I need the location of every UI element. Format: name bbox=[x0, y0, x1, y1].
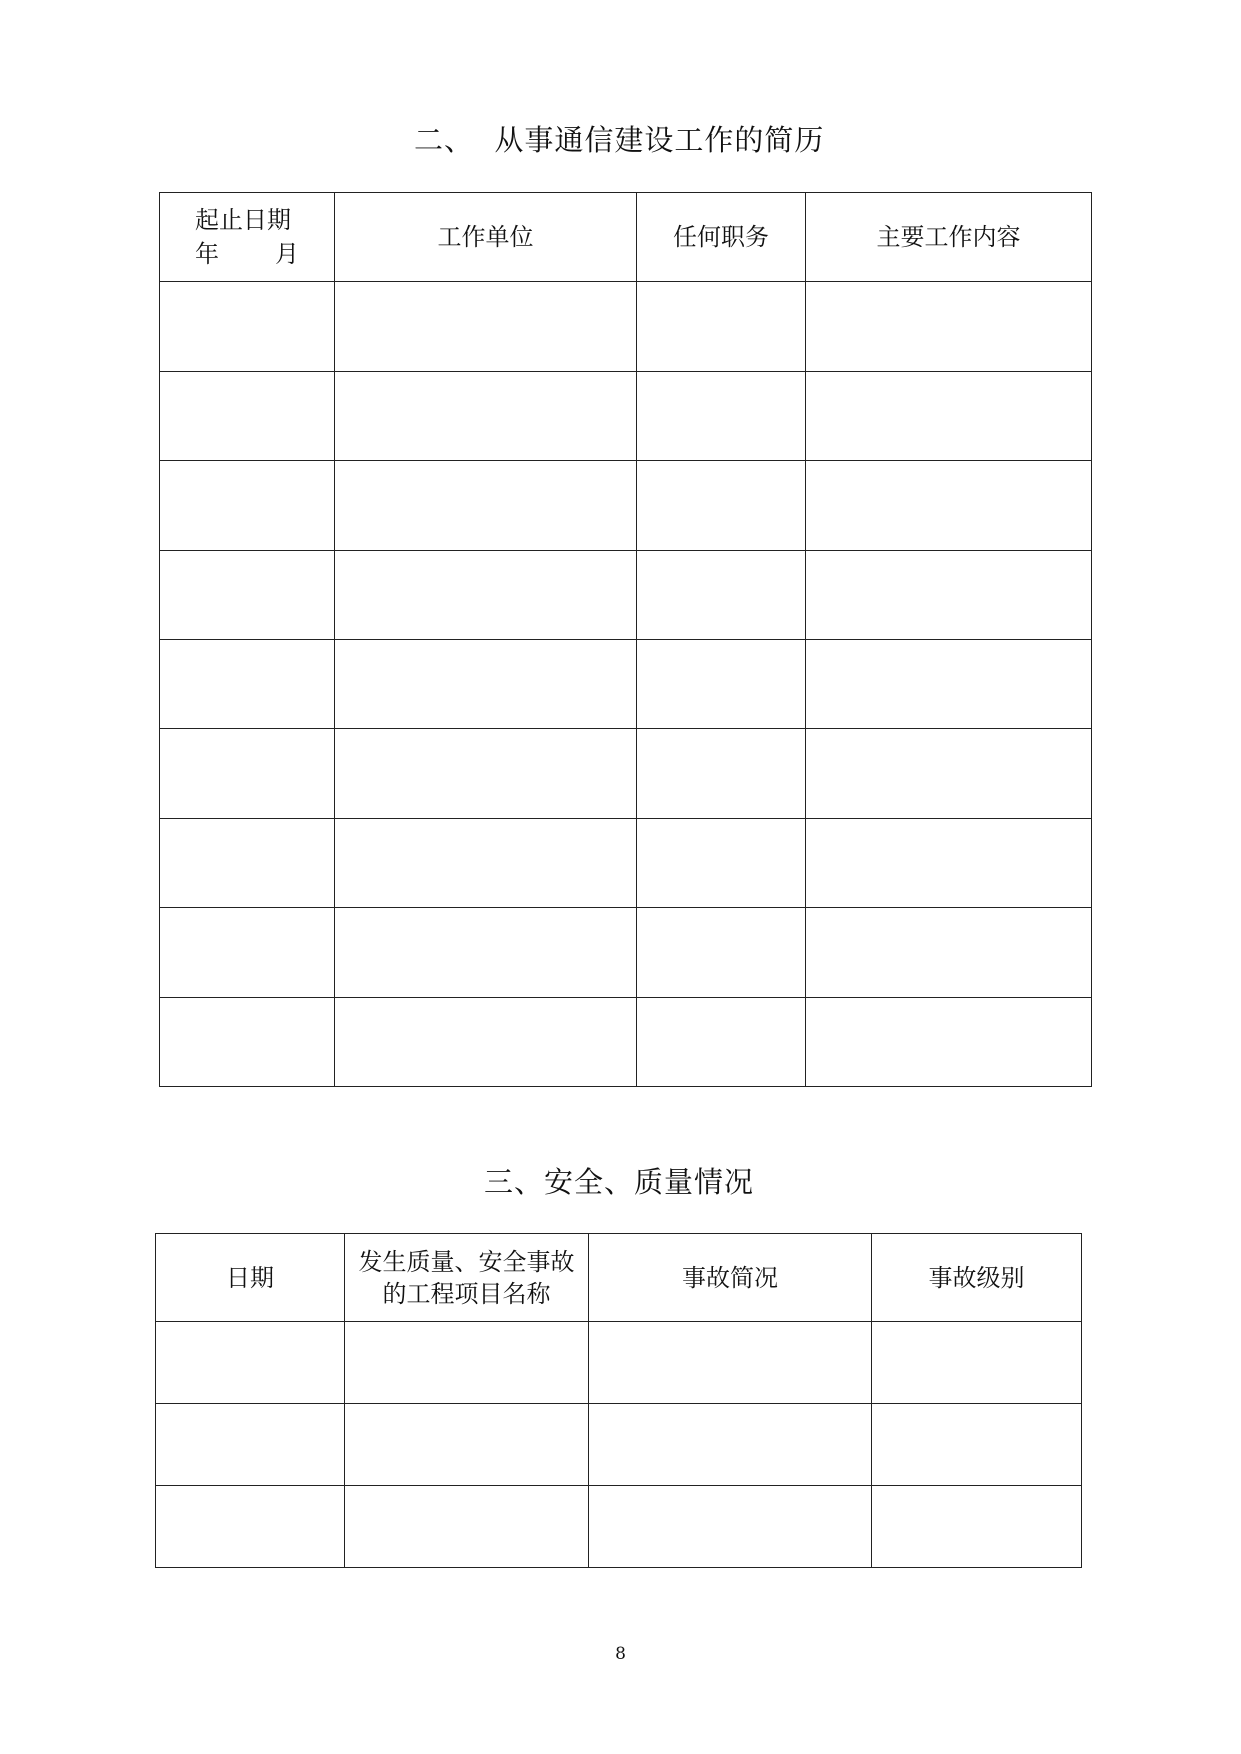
table-row bbox=[160, 371, 1092, 460]
accident-level-header: 事故级别 bbox=[872, 1234, 1082, 1322]
empty-cell bbox=[637, 729, 806, 818]
empty-cell bbox=[160, 550, 335, 639]
empty-cell bbox=[335, 729, 637, 818]
empty-cell bbox=[335, 639, 637, 728]
empty-cell bbox=[637, 282, 806, 371]
empty-cell bbox=[589, 1322, 872, 1404]
empty-cell bbox=[806, 639, 1092, 728]
empty-cell bbox=[637, 908, 806, 997]
empty-cell bbox=[160, 639, 335, 728]
empty-cell bbox=[806, 461, 1092, 550]
table-header-row bbox=[156, 1234, 1082, 1322]
empty-cell bbox=[345, 1322, 589, 1404]
empty-cell bbox=[335, 550, 637, 639]
table-row bbox=[160, 639, 1092, 728]
table-row bbox=[160, 908, 1092, 997]
empty-cell bbox=[637, 550, 806, 639]
project-header-line1: 发生质量、安全事故 bbox=[358, 1247, 575, 1276]
empty-cell bbox=[589, 1404, 872, 1486]
empty-cell bbox=[156, 1322, 345, 1404]
empty-cell bbox=[872, 1486, 1082, 1568]
empty-cell bbox=[806, 908, 1092, 997]
project-header-line2: 的工程项目名称 bbox=[382, 1279, 551, 1308]
empty-cell bbox=[806, 282, 1092, 371]
work-unit-header: 工作单位 bbox=[335, 193, 637, 282]
empty-cell bbox=[589, 1486, 872, 1568]
section-3-title: 三、安全、质量情况 bbox=[484, 1165, 755, 1199]
table-row bbox=[160, 282, 1092, 371]
empty-cell bbox=[335, 371, 637, 460]
table-row bbox=[156, 1404, 1082, 1486]
empty-cell bbox=[872, 1404, 1082, 1486]
work-history-table bbox=[159, 192, 1092, 1087]
empty-cell bbox=[160, 461, 335, 550]
empty-cell bbox=[160, 729, 335, 818]
date-header: 日期 bbox=[156, 1234, 345, 1322]
date-range-label: 起止日期 bbox=[195, 206, 291, 235]
empty-cell bbox=[637, 371, 806, 460]
empty-cell bbox=[637, 461, 806, 550]
table-header-row bbox=[160, 193, 1092, 282]
empty-cell bbox=[637, 639, 806, 728]
table-row bbox=[156, 1486, 1082, 1568]
empty-cell bbox=[806, 550, 1092, 639]
empty-cell bbox=[335, 997, 637, 1086]
date-range-header bbox=[160, 193, 335, 282]
table-row bbox=[160, 818, 1092, 907]
empty-cell bbox=[637, 997, 806, 1086]
table-row bbox=[156, 1322, 1082, 1404]
empty-cell bbox=[345, 1404, 589, 1486]
empty-cell bbox=[806, 729, 1092, 818]
empty-cell bbox=[335, 908, 637, 997]
table-row bbox=[160, 550, 1092, 639]
empty-cell bbox=[156, 1486, 345, 1568]
empty-cell bbox=[637, 818, 806, 907]
empty-cell bbox=[806, 997, 1092, 1086]
empty-cell bbox=[335, 461, 637, 550]
safety-quality-table bbox=[155, 1233, 1082, 1568]
section-2-title: 二、 从事通信建设工作的简历 bbox=[414, 123, 825, 157]
work-content-header: 主要工作内容 bbox=[806, 193, 1092, 282]
empty-cell bbox=[160, 818, 335, 907]
empty-cell bbox=[160, 282, 335, 371]
empty-cell bbox=[806, 818, 1092, 907]
year-label: 年 bbox=[195, 240, 219, 269]
project-name-header bbox=[345, 1234, 589, 1322]
table-row bbox=[160, 997, 1092, 1086]
table-row bbox=[160, 461, 1092, 550]
empty-cell bbox=[872, 1322, 1082, 1404]
empty-cell bbox=[806, 371, 1092, 460]
empty-cell bbox=[335, 282, 637, 371]
empty-cell bbox=[335, 818, 637, 907]
page-number: 8 bbox=[615, 1644, 626, 1664]
empty-cell bbox=[160, 908, 335, 997]
empty-cell bbox=[345, 1486, 589, 1568]
empty-cell bbox=[160, 371, 335, 460]
accident-summary-header: 事故简况 bbox=[589, 1234, 872, 1322]
position-header: 任何职务 bbox=[637, 193, 806, 282]
empty-cell bbox=[156, 1404, 345, 1486]
empty-cell bbox=[160, 997, 335, 1086]
table-row bbox=[160, 729, 1092, 818]
month-label: 月 bbox=[275, 240, 299, 269]
